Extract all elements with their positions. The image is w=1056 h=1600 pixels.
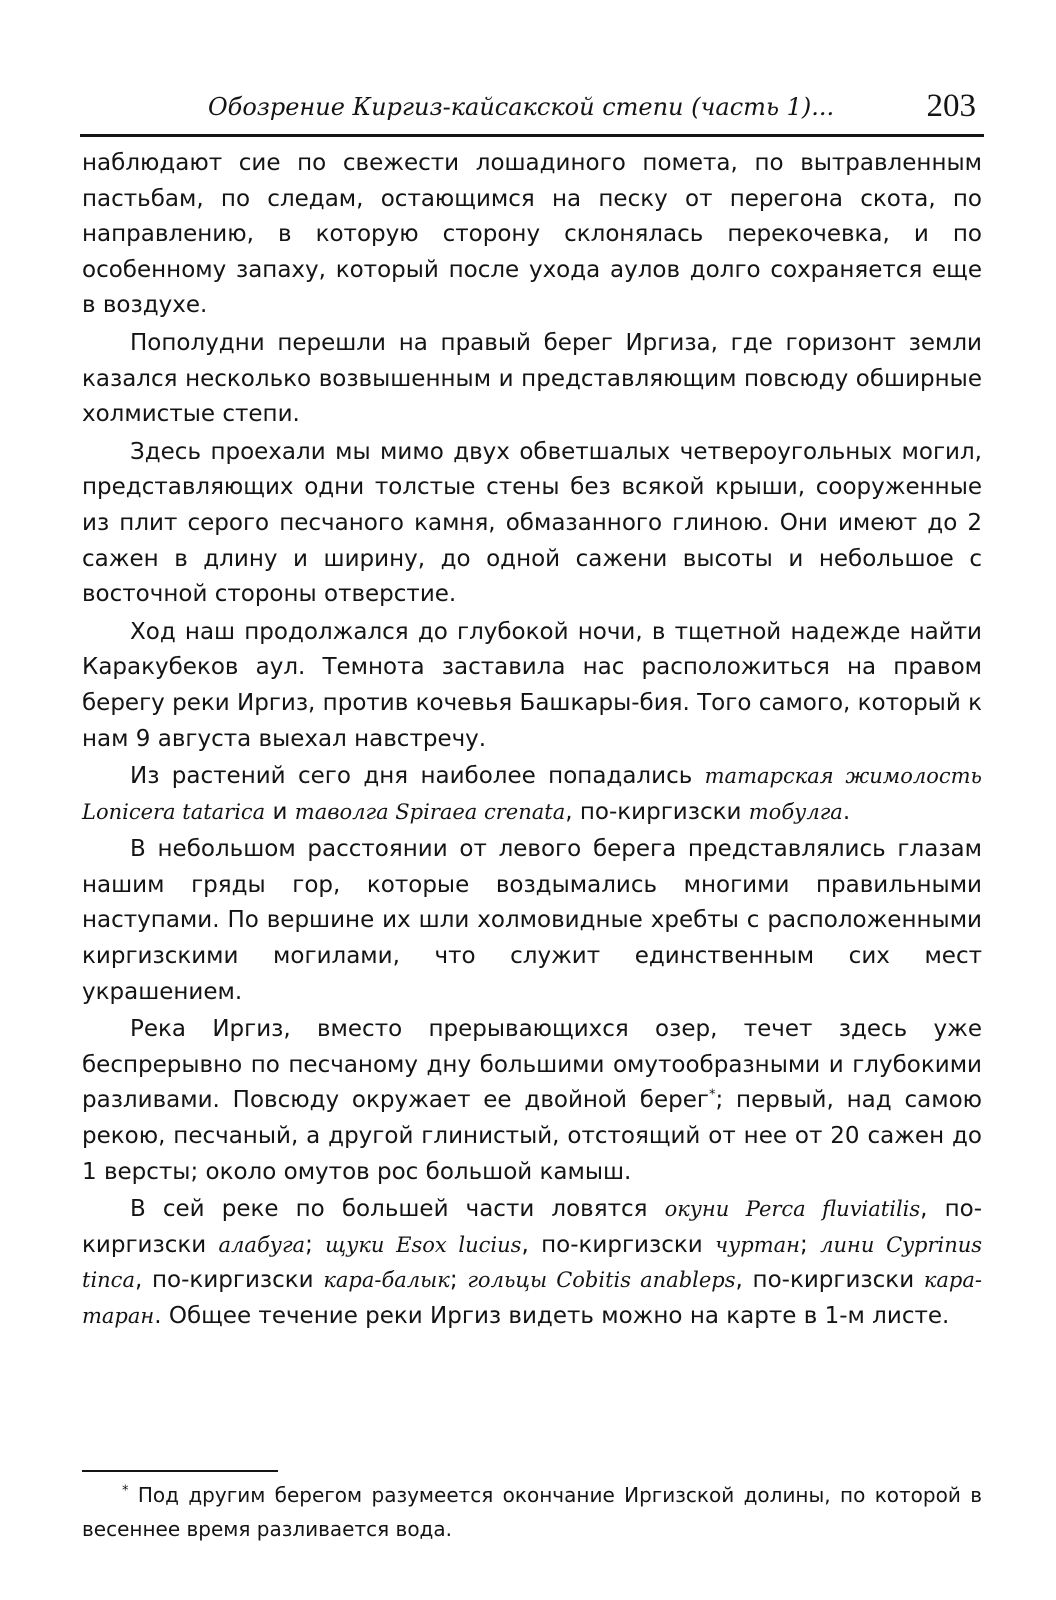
text-run: , по-киргизски bbox=[82, 1196, 982, 1258]
text-run: ; bbox=[800, 1231, 821, 1258]
text-run: Река Иргиз, вместо прерывающихся озер, течет здесь уже беспрерывно по песчаному дну большими омутообразными и глубокими разливами. Повсюду окружает ее двойной берег bbox=[82, 1016, 982, 1114]
paragraph-4: Ход наш продолжался до глубокой ночи, в тщетной надежде найти Каракубеков аул. Темнота заставила нас расположиться на правом берегу реки Иргиз, против кочевья Башкары-бия. Того самого, который к нам 9 августа выехал навстречу. bbox=[82, 618, 982, 752]
text-run: Из растений сего дня наиболее попадались bbox=[130, 763, 705, 790]
footnote-mark: * bbox=[122, 1483, 129, 1499]
text-run: , по-киргизски bbox=[134, 1267, 324, 1294]
footnote-text: Под другим берегом разумеется окончание Иргизской долины, по которой в весеннее время разливается вода. bbox=[82, 1483, 982, 1541]
paragraph-7 bbox=[82, 1012, 982, 1190]
text-run: ; bbox=[449, 1267, 468, 1294]
italic-term: таволга Spiraea crenata bbox=[294, 799, 566, 824]
footnote-rule bbox=[82, 1470, 278, 1472]
text-run: ; bbox=[305, 1231, 326, 1258]
footnote bbox=[82, 1478, 982, 1546]
italic-term: тобулга bbox=[748, 799, 843, 824]
italic-term: лини Cyprinus tinca bbox=[82, 1232, 983, 1293]
running-title: Обозрение Киргиз-кайсакской степи (часть 1)... bbox=[208, 93, 835, 121]
page-number: 203 bbox=[926, 88, 976, 124]
text-run: В сей реке по большей части ловятся bbox=[130, 1196, 665, 1223]
italic-term: алабуга bbox=[218, 1232, 306, 1257]
paragraph-3: Здесь проехали мы мимо двух обветшалых четвероугольных могил, представляющих одни толстые стены без всякой крыши, сооруженные из плит серого песчаного камня, обмазанного глиною. Они имеют до 2 сажен в длину и ширину, до одной сажени высоты и небольшое с восточной стороны отверстие. bbox=[82, 438, 982, 608]
text-run: ; первый, над самою рекою, песчаный, а другой глинистый, отстоящий от нее от 20 сажен до 1 версты; около омутов рос большой камыш. bbox=[82, 1087, 982, 1185]
text-run: , по-киргизски bbox=[521, 1231, 716, 1258]
paragraph-8 bbox=[82, 1192, 982, 1334]
text-run: , по-киргизски bbox=[735, 1267, 924, 1294]
italic-term: окуни Perca fluviatilis bbox=[664, 1197, 921, 1222]
paragraph-6: В небольшом расстоянии от левого берега представлялись глазам нашим гряды гор, которые воздымались многими правильными наступами. По вершине их шли холмовидные хребты с расположенными киргизскими могилами, что служит единственным сих мест украшением. bbox=[82, 836, 982, 1005]
italic-term: щуки Esox lucius bbox=[325, 1232, 522, 1257]
text-run: и bbox=[265, 798, 295, 825]
footnote-reference[interactable]: * bbox=[708, 1087, 716, 1103]
paragraph-2: Пополудни перешли на правый берег Иргиза, где горизонт земли казался несколько возвышенным и представляющим повсюду обширные холмистые степи. bbox=[82, 329, 982, 428]
paragraph-1: наблюдают сие по свежести лошадиного помета, по вытравленным пастьбам, по следам, остающимся на песку от перегона скота, по направлению, в которую сторону склонялась перекочевка, и по особенному запаху, который после ухода аулов долго сохраняется еще в воздухе. bbox=[82, 150, 982, 319]
italic-term: кара-таран bbox=[82, 1268, 982, 1328]
italic-term: чуртан bbox=[715, 1232, 801, 1257]
paragraph-5 bbox=[82, 759, 982, 830]
page-header bbox=[82, 90, 984, 132]
text-run: . bbox=[842, 798, 851, 825]
italic-term: гольцы Cobitis anableps bbox=[467, 1268, 736, 1293]
italic-term: татарская жимолость Lonicera tatarica bbox=[82, 764, 982, 824]
header-rule bbox=[80, 134, 984, 137]
text-run: , по-киргизски bbox=[565, 798, 749, 825]
text-run: . Общее течение реки Иргиз видеть можно на карте в 1-м листе. bbox=[154, 1303, 950, 1329]
body-text bbox=[82, 146, 982, 1335]
italic-term: кара-балык bbox=[323, 1268, 450, 1293]
